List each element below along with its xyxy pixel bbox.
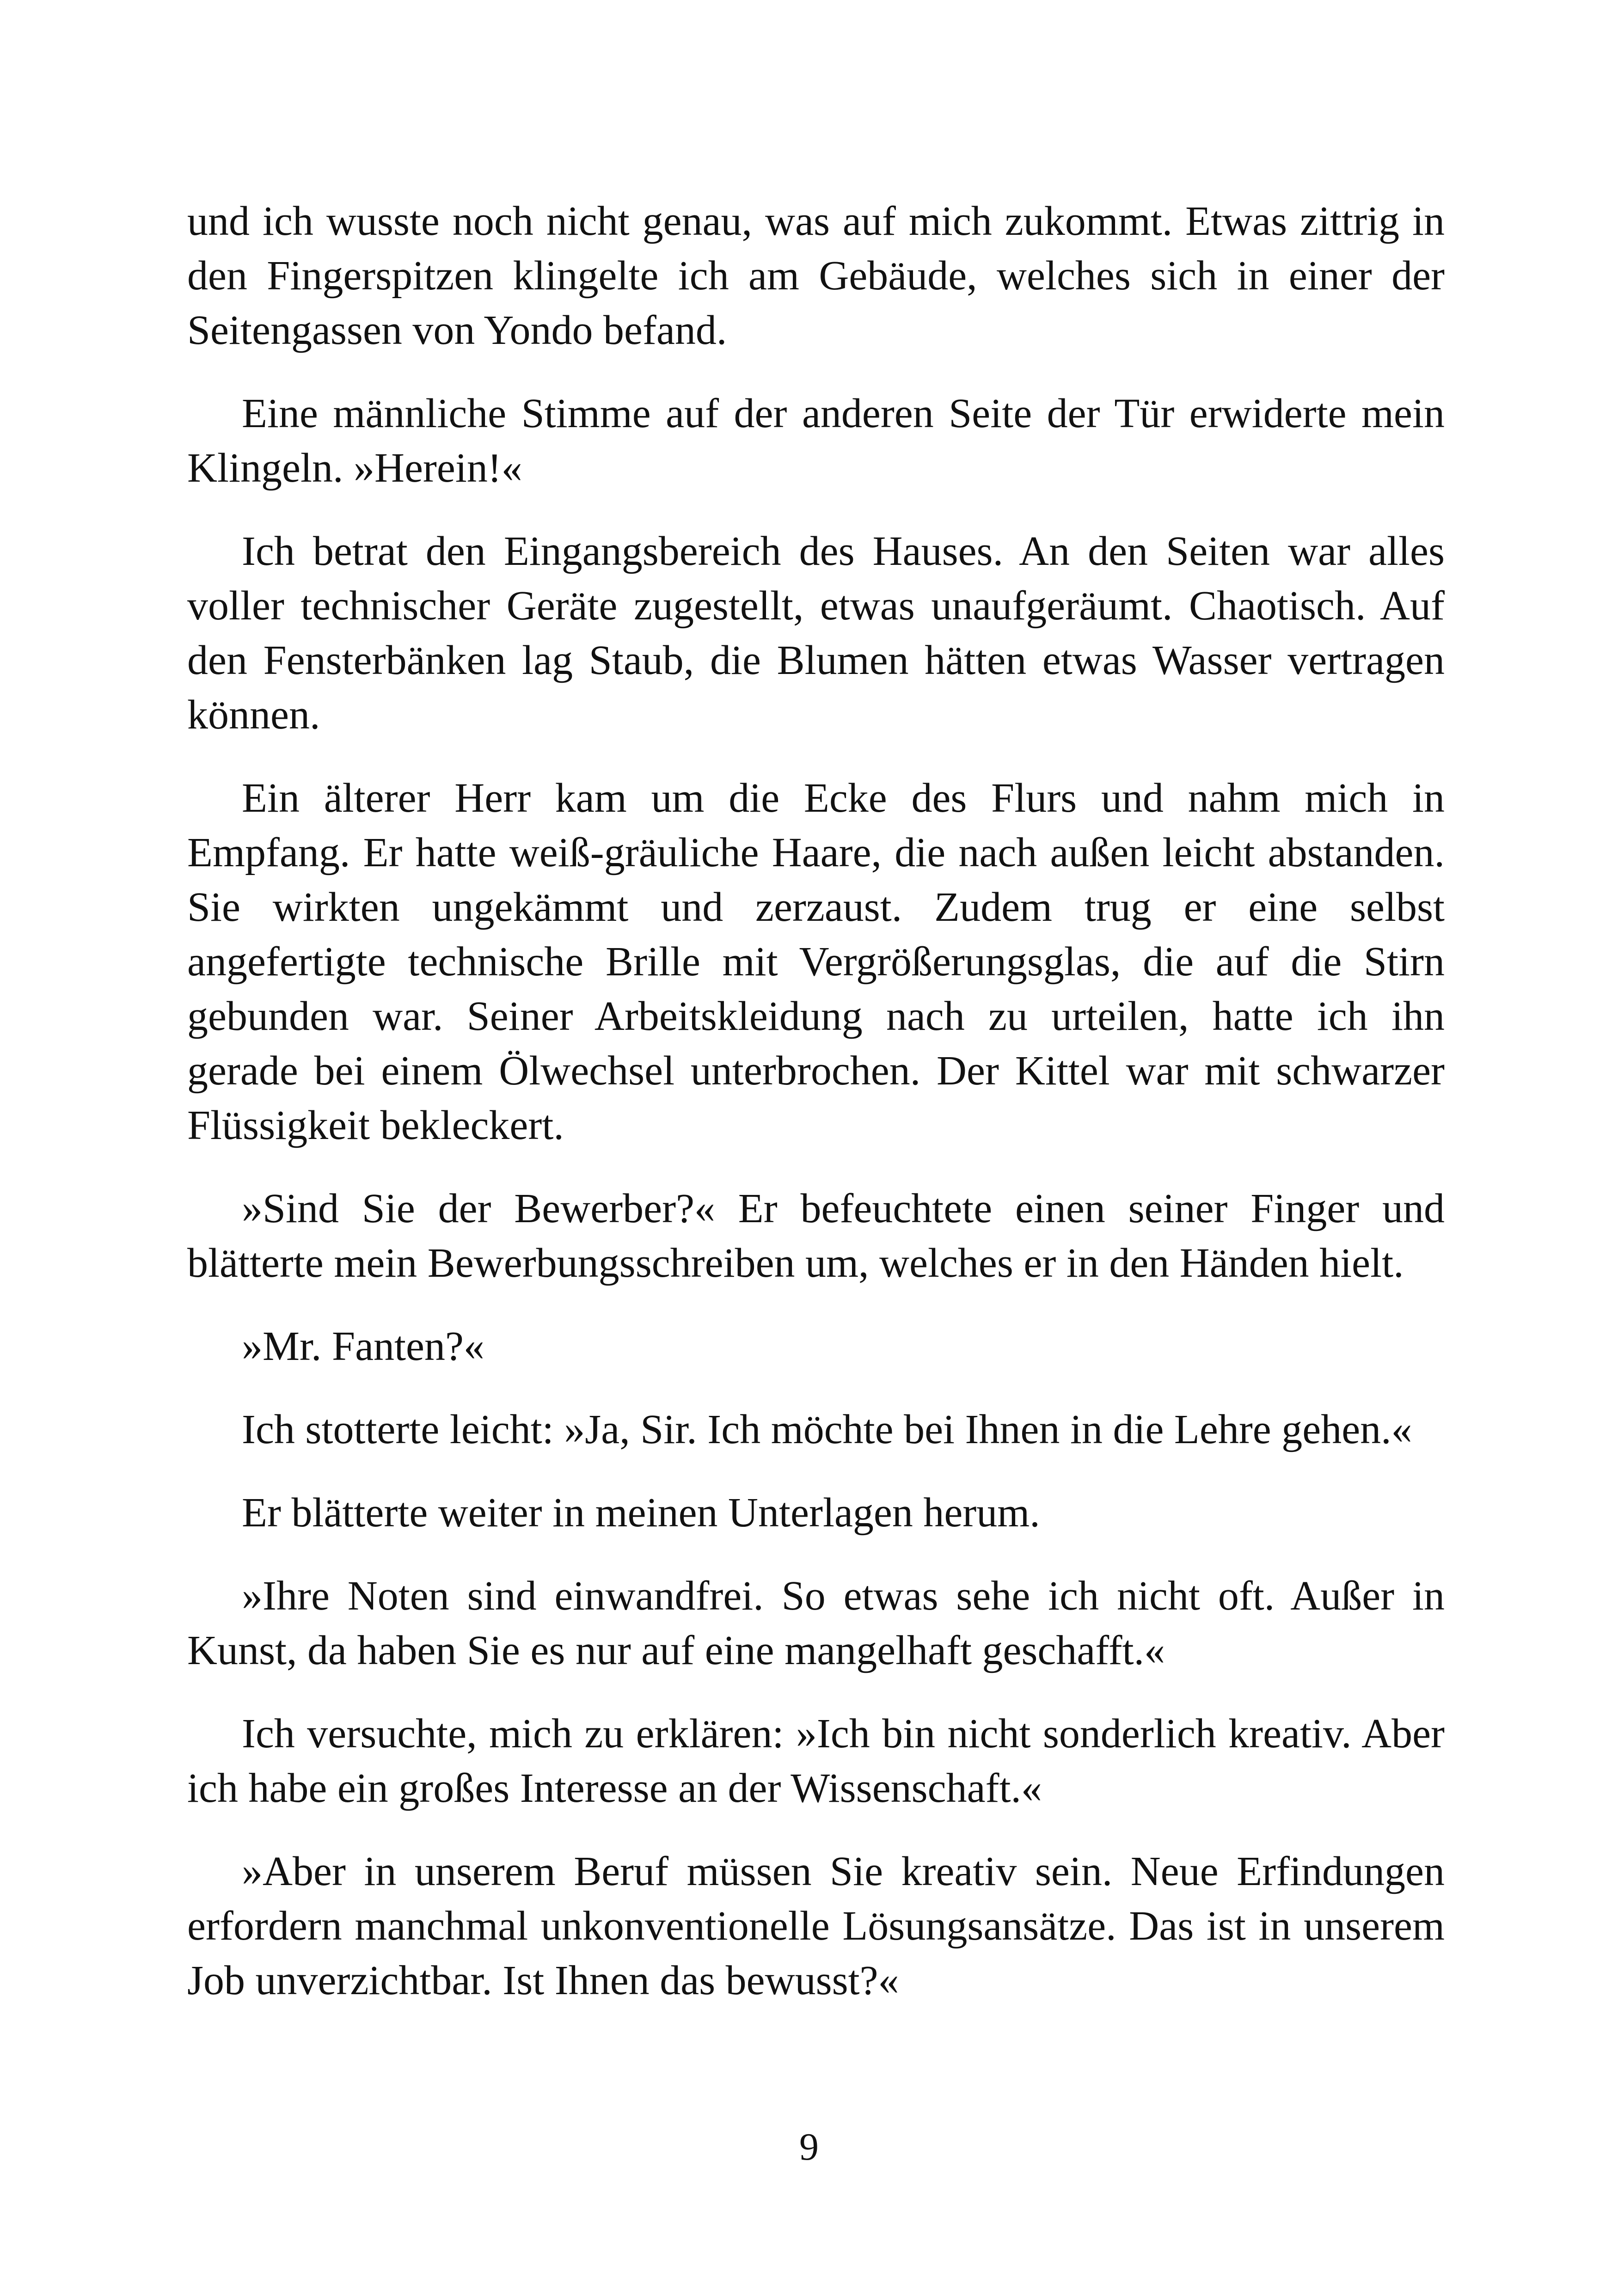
paragraph-8: Er blätterte weiter in meinen Unterlagen herum. (242, 1490, 1040, 1536)
page-number: 9 (799, 2125, 819, 2168)
paragraph-6: »Mr. Fanten?« (242, 1323, 484, 1369)
page-body (187, 194, 1445, 2037)
paragraph-10: Ich versuchte, mich zu erklären: »Ich bin nicht sonderlich kreativ. Aber ich habe ein großes Interesse an der Wissenschaft.« (187, 1711, 1445, 1811)
paragraph-5: »Sind Sie der Bewerber?« Er befeuchtete einen seiner Finger und blätterte mein Bewerbungsschreiben um, welches er in den Händen hielt. (187, 1186, 1445, 1286)
paragraph-11: »Aber in unserem Beruf müssen Sie kreativ sein. Neue Erfindungen erfordern manchmal unkonventionelle Lösungsansätze. Das ist in unserem Job unverzichtbar. Ist Ihnen das bewusst?« (187, 1849, 1445, 2003)
paragraph-2: Eine männliche Stimme auf der anderen Seite der Tür erwiderte mein Klingeln. »Herein!« (187, 391, 1445, 491)
paragraph-7: Ich stotterte leicht: »Ja, Sir. Ich möchte bei Ihnen in die Lehre gehen.« (242, 1407, 1412, 1452)
paragraph-3: Ich betrat den Eingangsbereich des Hauses. An den Seiten war alles voller technischer Geräte zugestellt, etwas unaufgeräumt. Chaotisch. Auf den Fensterbänken lag Staub, die Blumen hätten etwas Wasser vertragen können. (187, 528, 1445, 738)
paragraph-4: Ein älterer Herr kam um die Ecke des Flurs und nahm mich in Empfang. Er hatte weiß-gräuliche Haare, die nach außen leicht abstanden. Sie wirkten ungekämmt und zerzaust. Zudem trug er eine selbst angefertigte technische Brille mit Vergrößerungsglas, die auf die Stirn gebunden war. Seiner Arbeitskleidung nach zu urteilen, hatte ich ihn gerade bei einem Ölwechsel unterbrochen. Der Kittel war mit schwarzer Flüssigkeit bekleckert. (187, 775, 1445, 1148)
paragraph-9: »Ihre Noten sind einwandfrei. So etwas sehe ich nicht oft. Außer in Kunst, da haben Sie es nur auf eine mangelhaft geschafft.« (187, 1573, 1445, 1673)
paragraph-1: und ich wusste noch nicht genau, was auf mich zukommt. Etwas zittrig in den Fingerspitzen klingelte ich am Gebäude, welches sich in einer der Seitengassen von Yondo befand. (187, 198, 1445, 353)
